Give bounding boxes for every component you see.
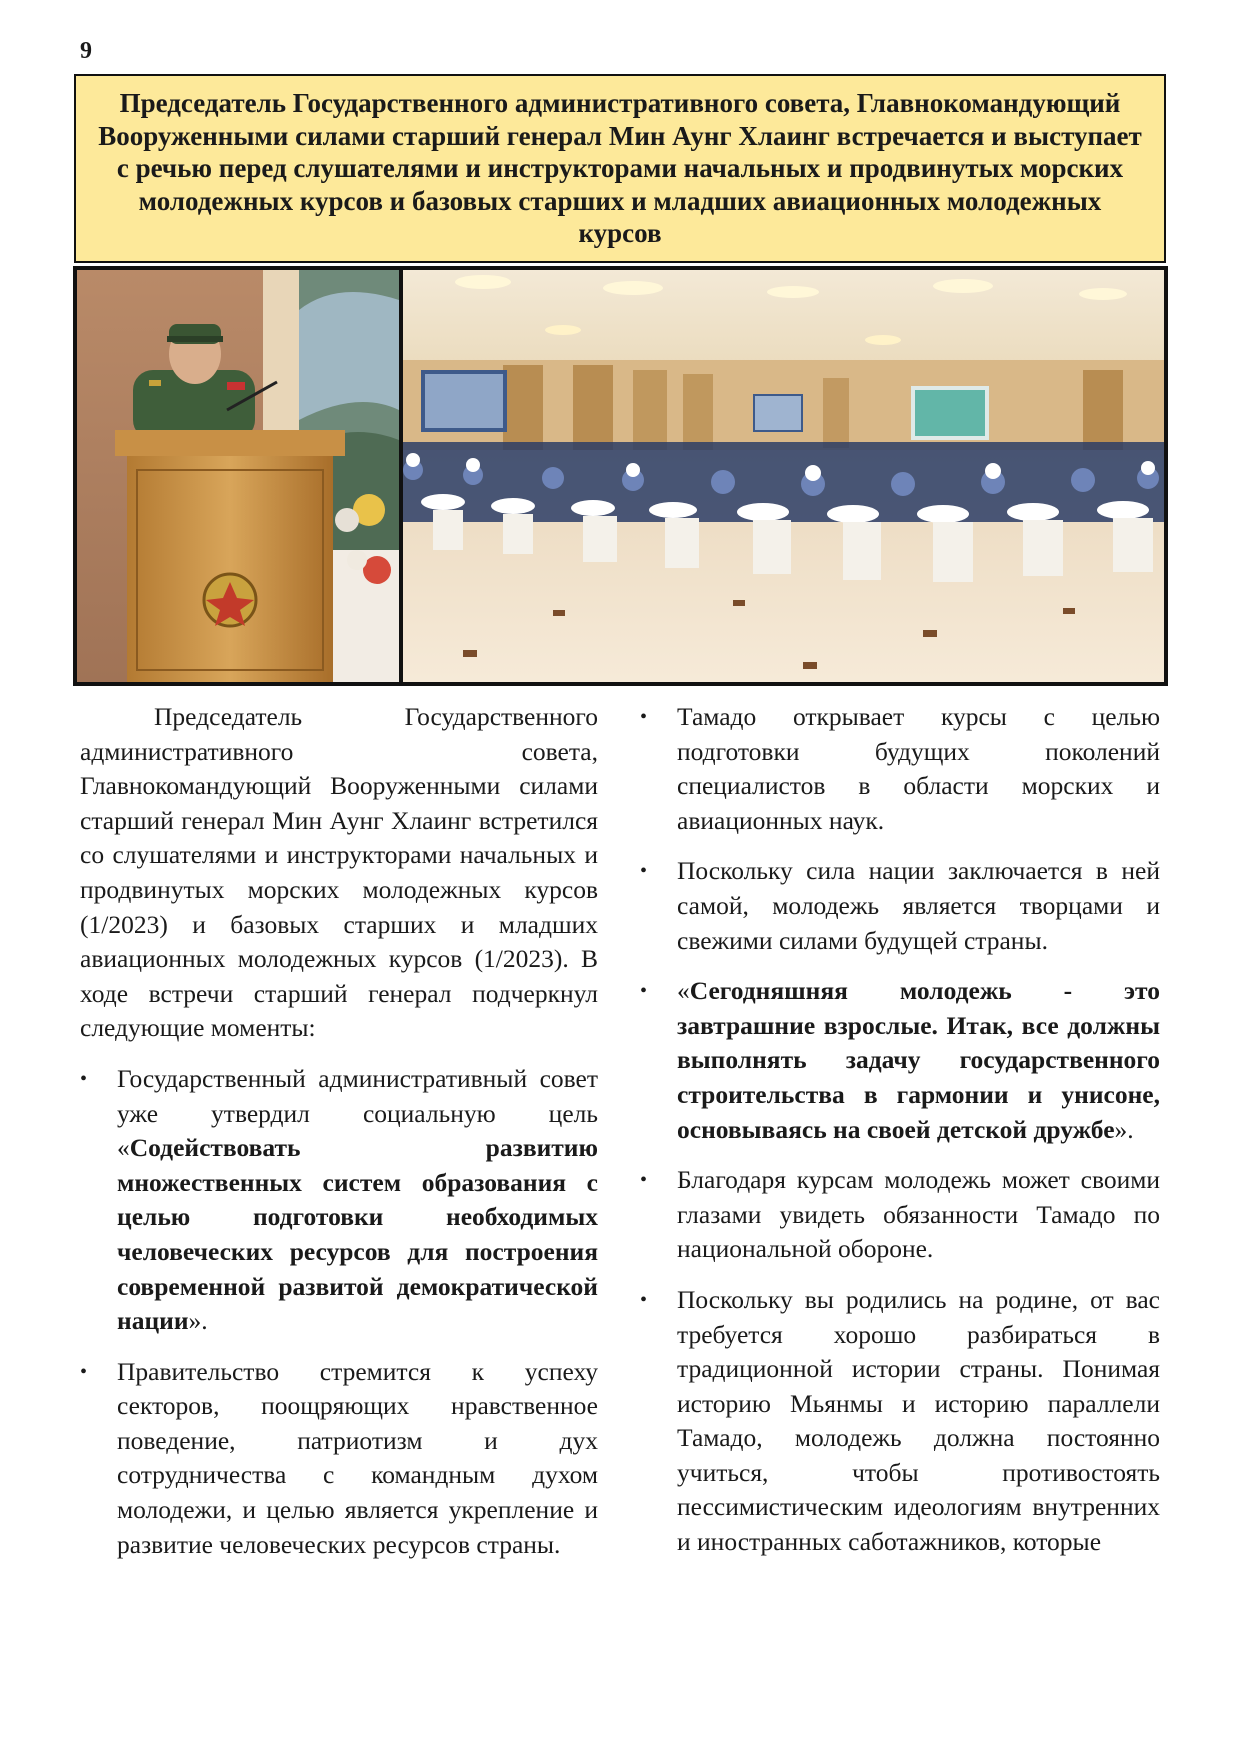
bullet-text: Правительство стремится к успеху секторов, поощряющих нравственное поведение, патриотизм и дух сотрудничества с командным духом молодежи, и целью является укрепление и развитие человеческих ресурсов страны.: [117, 1356, 598, 1559]
bullet-text-suffix: ».: [188, 1306, 208, 1336]
bullet-text: Благодаря курсам молодежь может своими глазами увидеть обязанности Тамадо по национальной обороне.: [677, 1165, 1160, 1264]
bullet-text: Тамадо открывает курсы с целью подготовки будущих поколений специалистов в области морских и авиационных наук.: [677, 702, 1160, 835]
list-item: [640, 854, 1160, 958]
bullet-icon: •: [80, 1067, 88, 1090]
headline-title: Председатель Государственного административного совета, Главнокомандующий Вооруженными силами старший генерал Мин Аунг Хлаинг встречается и выступает с речью перед слушателями и инструкторами начальных и продвинутых морских молодежных курсов и базовых старших и младших авиационных молодежных курсов: [98, 88, 1142, 249]
list-item: [640, 1163, 1160, 1267]
page-number: 9: [80, 38, 92, 64]
banquet-hall-photo: [403, 270, 1164, 682]
list-item: [640, 700, 1160, 838]
list-item: [640, 1283, 1160, 1560]
banquet-hall-image: [403, 270, 1164, 682]
bullet-icon: •: [80, 1360, 88, 1383]
photo-frame: [73, 266, 1168, 686]
bullet-text: Поскольку вы родились на родине, от вас требуется хорошо разбираться в традиционной истории страны. Понимая историю Мьянмы и историю параллели Тамадо, молодежь должна постоянно учиться, чтобы противостоять пессимистическим идеологиям внутренних и иностранных саботажников, которые: [677, 1284, 1160, 1557]
right-column: [640, 700, 1160, 1576]
bullet-text-suffix: ».: [1114, 1114, 1134, 1144]
speaker-photo: [77, 270, 399, 682]
bullet-text: Поскольку сила нации заключается в ней самой, молодежь является творцами и свежими силами будущей страны.: [677, 856, 1160, 955]
bullet-icon: •: [640, 1169, 648, 1192]
bullet-text-prefix: Государственный административный совет уже утвердил социальную цель «: [117, 1063, 598, 1163]
speaker-photo-image: [77, 270, 399, 682]
left-column: [80, 700, 598, 1578]
intro-paragraph: Председатель Государственного административного совета, Главнокомандующий Вооруженными силами старший генерал Мин Аунг Хлаинг встретился со слушателями и инструкторами начальных и продвинутых морских молодежных курсов (1/2023) и базовых старших и младших авиационных молодежных курсов (1/2023). В ходе встречи старший генерал подчеркнул следующие моменты:: [80, 702, 598, 1043]
bullet-icon: •: [640, 1288, 648, 1311]
list-item: [80, 1355, 598, 1563]
left-bullet-list: [80, 1062, 598, 1562]
list-item: [640, 974, 1160, 1147]
right-bullet-list: [640, 700, 1160, 1560]
bullet-icon: •: [640, 706, 648, 728]
bullet-text-bold: Содействовать развитию множественных систем образования с целью подготовки необходимых человеческих ресурсов для построения современной развитой демократической нации: [117, 1133, 598, 1336]
bullet-text-bold: Сегодняшняя молодежь - это завтрашние взрослые. Итак, все должны выполнять задачу государственного строительства в гармонии и унисоне, основываясь на своей детской дружбе: [677, 976, 1160, 1144]
bullet-icon: •: [640, 860, 648, 883]
list-item: [80, 1062, 598, 1339]
bullet-text-prefix: «: [677, 976, 690, 1006]
headline-box: [74, 74, 1166, 263]
bullet-icon: •: [640, 980, 648, 1003]
